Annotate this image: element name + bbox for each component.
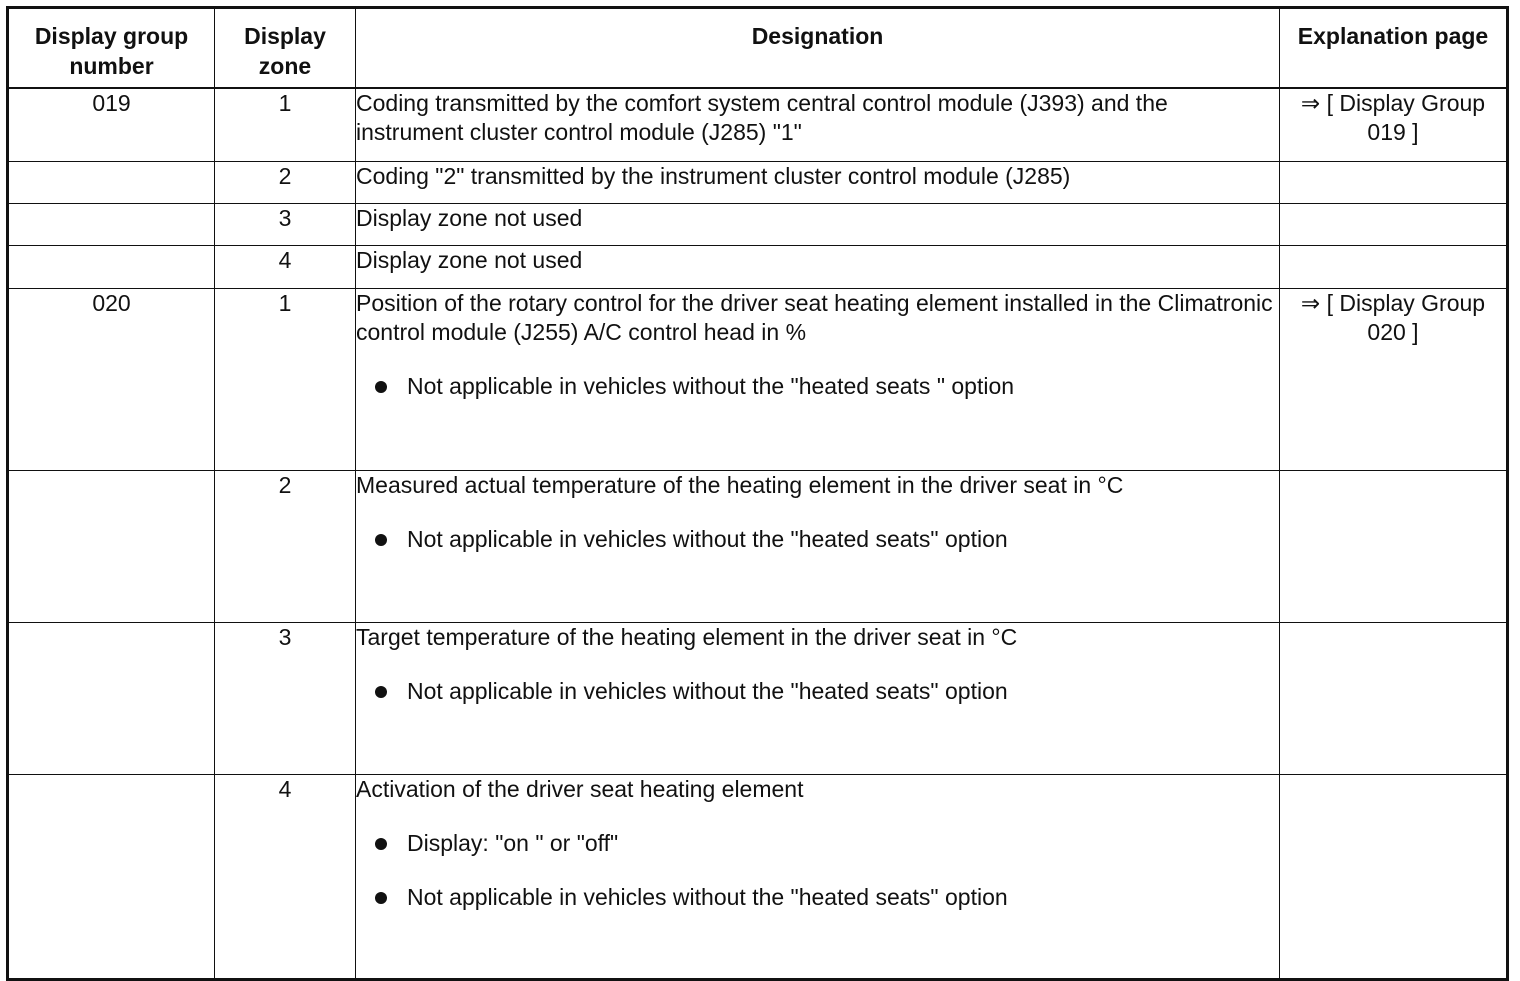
table-row (8, 470, 1508, 622)
explanation-cell (1280, 161, 1508, 203)
bullet-text: Not applicable in vehicles without the "heated seats" option (407, 883, 1008, 910)
table-row (8, 622, 1508, 774)
group-number-cell (8, 622, 215, 774)
table-row (8, 774, 1508, 979)
designation-cell (356, 622, 1280, 774)
designation-cell (356, 470, 1280, 622)
bullet-text: Not applicable in vehicles without the "heated seats" option (407, 525, 1008, 552)
explanation-cell (1280, 203, 1508, 245)
bullet-item (356, 372, 1279, 401)
bullet-icon (375, 686, 387, 698)
display-zone-cell: 1 (215, 88, 356, 161)
display-zone-cell: 3 (215, 622, 356, 774)
display-zone-cell: 3 (215, 203, 356, 245)
designation-cell (356, 203, 1280, 245)
bullet-item (356, 883, 1279, 912)
header-display-zone: Display zone (215, 8, 356, 89)
bullet-icon (375, 892, 387, 904)
designation-cell (356, 245, 1280, 288)
explanation-cell (1280, 470, 1508, 622)
table-row (8, 288, 1508, 470)
display-zone-cell: 2 (215, 161, 356, 203)
group-number-cell (8, 470, 215, 622)
display-zone-cell: 1 (215, 288, 356, 470)
designation-cell (356, 288, 1280, 470)
display-zone-cell: 4 (215, 774, 356, 979)
bullet-icon (375, 534, 387, 546)
designation-cell (356, 161, 1280, 203)
table-row (8, 161, 1508, 203)
designation-text: Position of the rotary control for the driver seat heating element installed in the Climatronic control module (J255) A/C control head in % (356, 289, 1273, 345)
group-number-cell (8, 245, 215, 288)
designation-text: Coding transmitted by the comfort system central control module (J393) and the instrument cluster control module (J285) "1" (356, 90, 1168, 145)
designation-text: Coding "2" transmitted by the instrument cluster control module (J285) (356, 162, 1071, 189)
bullet-icon (375, 838, 387, 850)
designation-cell (356, 88, 1280, 161)
display-group-table (6, 6, 1509, 981)
table-body (8, 88, 1508, 979)
designation-text: Display zone not used (356, 246, 583, 273)
explanation-link[interactable]: ⇒ [ Display Group 020 ] (1280, 288, 1508, 470)
group-number-cell (8, 203, 215, 245)
table-row (8, 245, 1508, 288)
bullet-text: Not applicable in vehicles without the "heated seats " option (407, 372, 1015, 399)
bullet-text: Display: "on " or "off" (407, 829, 619, 856)
bullet-text: Not applicable in vehicles without the "heated seats" option (407, 677, 1008, 704)
group-number-cell (8, 774, 215, 979)
explanation-link[interactable]: ⇒ [ Display Group 019 ] (1280, 88, 1508, 161)
bullet-item (356, 525, 1279, 554)
explanation-cell (1280, 622, 1508, 774)
designation-text: Display zone not used (356, 204, 583, 231)
header-explanation-page: Explanation page (1280, 8, 1508, 89)
display-zone-cell: 2 (215, 470, 356, 622)
group-number-cell: 020 (8, 288, 215, 470)
group-number-cell (8, 161, 215, 203)
table-row (8, 88, 1508, 161)
bullet-item (356, 677, 1279, 706)
table-header-row (8, 8, 1508, 89)
explanation-cell (1280, 245, 1508, 288)
table-row (8, 203, 1508, 245)
bullet-icon (375, 381, 387, 393)
designation-text: Target temperature of the heating element in the driver seat in °C (356, 623, 1018, 650)
group-number-cell: 019 (8, 88, 215, 161)
header-group-number: Display group number (8, 8, 215, 89)
header-designation: Designation (356, 8, 1280, 89)
designation-text: Measured actual temperature of the heating element in the driver seat in °C (356, 471, 1124, 498)
designation-text: Activation of the driver seat heating element (356, 775, 804, 802)
display-zone-cell: 4 (215, 245, 356, 288)
bullet-item (356, 829, 1279, 858)
designation-cell (356, 774, 1280, 979)
explanation-cell (1280, 774, 1508, 979)
